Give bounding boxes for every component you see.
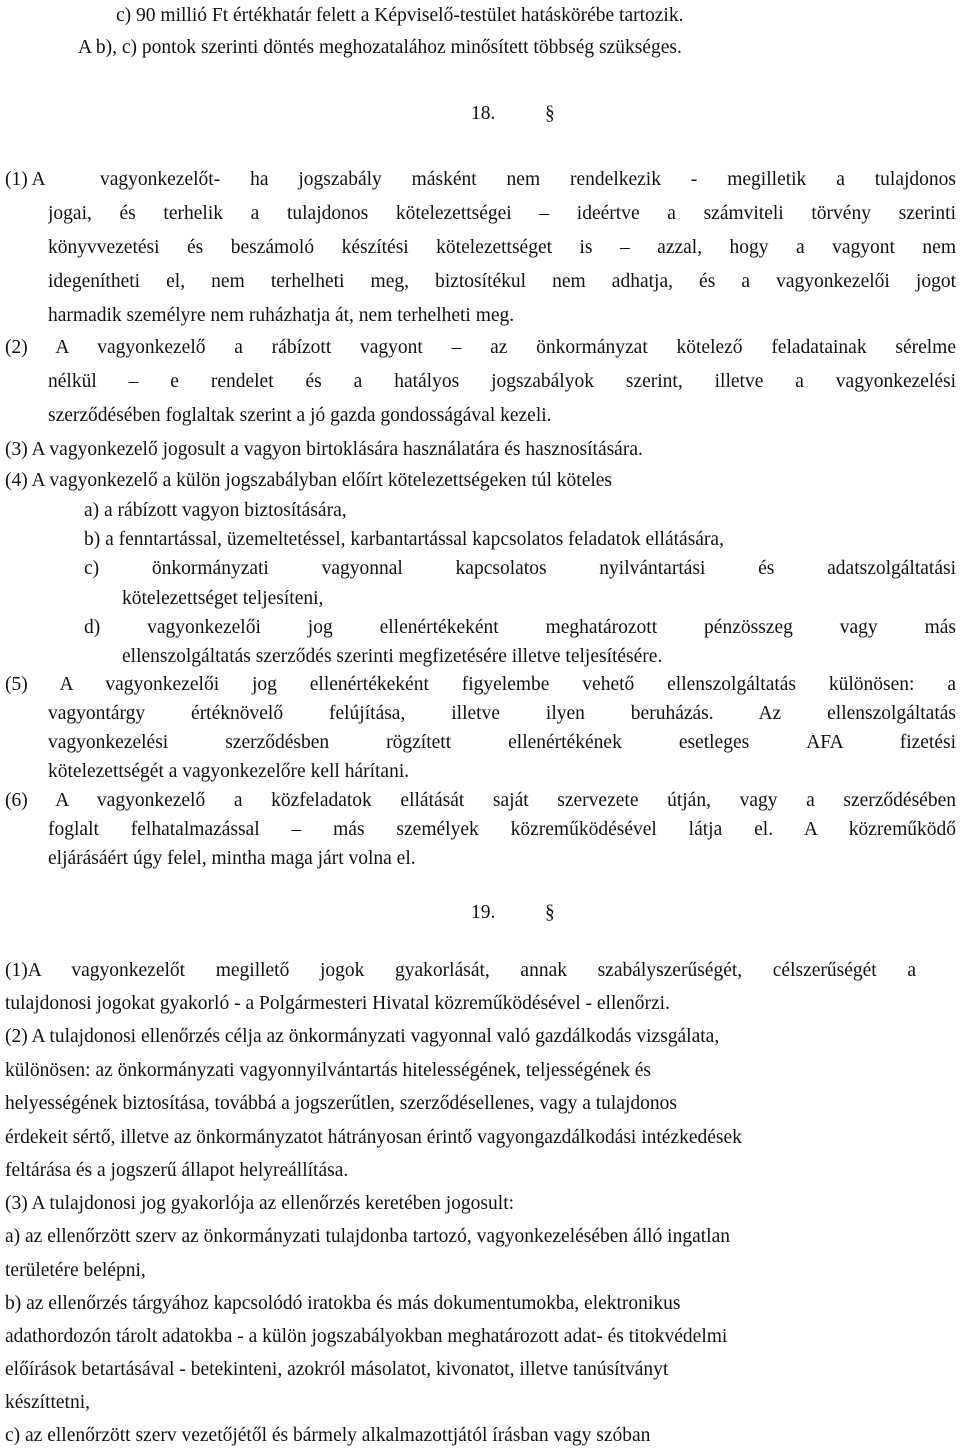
section-symbol: § (545, 902, 555, 923)
list-item-continuation: ellenszolgáltatás szerződés szerinti megfizetésére illetve teljesítésére. (122, 646, 663, 667)
paragraph-line: jogai, és terhelik a tulajdonos kötelezettségei – ideértve a számviteli törvény szerinti (48, 204, 956, 224)
paragraph-line: érdekeit sértő, illetve az önkormányzatot hátrányosan érintő vagyongazdálkodási intézkedések (5, 1127, 742, 1148)
section-number: 18. (471, 103, 496, 124)
paragraph-line: vagyonkezelőt- ha jogszabály másként nem rendelkezik - megilletik a tulajdonos (100, 170, 956, 190)
list-item: b) az ellenőrzés tárgyához kapcsolódó iratokba és más dokumentumokba, elektronikus (5, 1293, 681, 1314)
list-item: d) vagyonkezelői jog ellenértékeként meghatározott pénzösszeg vagy más (84, 618, 956, 638)
paragraph-line: vagyonkezelési szerződésben rögzített ellenértékének esetleges ÁFA fizetési (48, 733, 956, 753)
paragraph-line: (6) A vagyonkezelő a közfeladatok ellátását saját szervezete útján, vagy a szerződésében (5, 791, 956, 811)
paragraph-line: tulajdonosi jogokat gyakorló - a Polgármesteri Hivatal közreműködésével - ellenőrzi. (5, 993, 670, 1014)
paragraph-line: (1)A vagyonkezelőt megillető jogok gyakorlását, annak szabályszerűségét, célszerűségét a (5, 961, 916, 981)
paragraph-line: (3) A tulajdonosi jog gyakorlója az ellenőrzés keretében jogosult: (5, 1193, 515, 1214)
paragraph-line: eljárásáért úgy felel, mintha maga járt volna el. (48, 848, 416, 869)
paragraph-line: (2) A tulajdonosi ellenőrzés célja az önkormányzati vagyonnal való gazdálkodás vizsgálata, (5, 1026, 720, 1047)
paragraph-line: A b), c) pontok szerinti döntés meghozatalához minősített többség szükséges. (78, 37, 682, 58)
paragraph-line: idegenítheti el, nem terhelheti meg, biztosítékul nem adhatja, és a vagyonkezelői jogot (48, 272, 956, 292)
paragraph-line: szerződésében foglaltak szerint a jó gazda gondosságával kezeli. (48, 405, 552, 426)
paragraph-line: (4) A vagyonkezelő a külön jogszabályban előírt kötelezettségeken túl köteles (5, 470, 613, 491)
paragraph-line: könyvvezetési és beszámoló készítési kötelezettséget is – azzal, hogy a vagyont nem (48, 238, 956, 258)
section-number: 19. (471, 902, 496, 923)
section-symbol: § (545, 103, 555, 124)
list-item: a) az ellenőrzött szerv az önkormányzati tulajdonba tartozó, vagyonkezelésében álló ingatlan (5, 1226, 730, 1247)
paragraph-line: c) 90 millió Ft értékhatár felett a Képviselő-testület hatáskörébe tartozik. (116, 5, 684, 26)
paragraph-line: feltárása és a jogszerű állapot helyreállítása. (5, 1160, 349, 1181)
paragraph-line: vagyontárgy értéknövelő felújítása, illetve ilyen beruházás. Az ellenszolgáltatás (48, 704, 956, 724)
list-item-continuation: területére belépni, (5, 1260, 146, 1281)
list-item: c) önkormányzati vagyonnal kapcsolatos nyilvántartási és adatszolgáltatási (84, 559, 956, 579)
paragraph-line: különösen: az önkormányzati vagyonnyilvántartás hitelességének, teljességének és (5, 1060, 652, 1081)
list-item-continuation: készíttetni, (5, 1392, 91, 1413)
list-item-continuation: előírások betartásával - betekinteni, azokról másolatot, kivonatot, illetve tanúsítványt (5, 1359, 669, 1380)
paragraph-line: (5) A vagyonkezelői jog ellenértékeként figyelembe vehető ellenszolgáltatás különösen: a (5, 675, 956, 695)
paragraph-line: helyességének biztosítása, továbbá a jogszerűtlen, szerződésellenes, vagy a tulajdonos (5, 1093, 677, 1114)
list-item: b) a fenntartással, üzemeltetéssel, karbantartással kapcsolatos feladatok ellátására, (84, 529, 724, 550)
paragraph-line: kötelezettségét a vagyonkezelőre kell hárítani. (48, 761, 410, 782)
paragraph-line: nélkül – e rendelet és a hatályos jogszabályok szerint, illetve a vagyonkezelési (48, 372, 956, 392)
list-item-continuation: adathordozón tárolt adatokba - a külön jogszabályokban meghatározott adat- és titokvédelmi (5, 1326, 728, 1347)
list-item: a) a rábízott vagyon biztosítására, (84, 500, 347, 521)
paragraph-line: foglalt felhatalmazással – más személyek közreműködésével látja el. A közreműködő (48, 820, 956, 840)
paragraph-label: (1) A (5, 169, 46, 190)
paragraph-line: (2) A vagyonkezelő a rábízott vagyont – az önkormányzat kötelező feladatainak sérelme (5, 338, 956, 358)
paragraph-line: harmadik személyre nem ruházhatja át, nem terhelheti meg. (48, 305, 515, 326)
paragraph-line: (3) A vagyonkezelő jogosult a vagyon birtoklására használatára és hasznosítására. (5, 439, 643, 460)
list-item-continuation: kötelezettséget teljesíteni, (122, 588, 324, 609)
list-item: c) az ellenőrzött szerv vezetőjétől és bármely alkalmazottjától írásban vagy szóban (5, 1425, 651, 1446)
